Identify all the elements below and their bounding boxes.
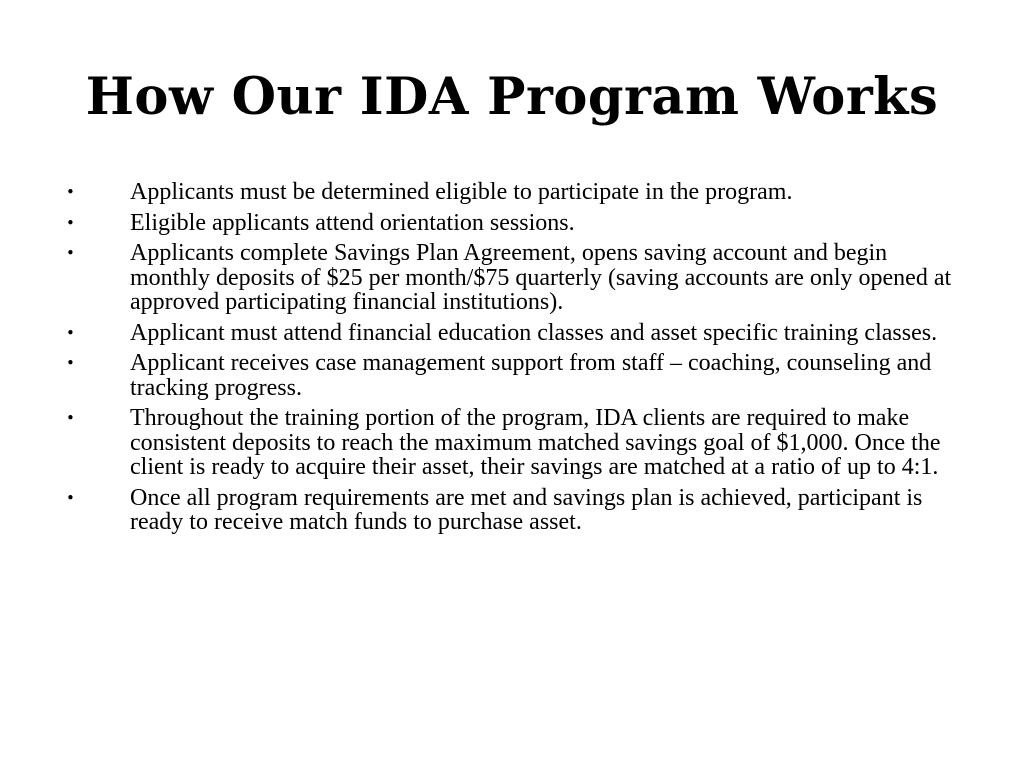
- bullet-text: Applicant receives case management support from staff – coaching, counseling and tracking progress.: [130, 350, 932, 401]
- bullet-text: Throughout the training portion of the program, IDA clients are required to make consistent deposits to reach the maximum matched savings goal of $1,000. Once the client is ready to acquire their asset, their savings are matched at a ratio of up to 4:1.: [130, 405, 941, 480]
- bullet-text: Applicants must be determined eligible to participate in the program.: [130, 179, 793, 205]
- slide-title: How Our IDA Program Works: [85, 67, 939, 127]
- bullet-icon: •: [66, 488, 75, 507]
- bullet-item: [66, 321, 966, 346]
- bullet-icon: •: [66, 213, 75, 232]
- bullet-list: [66, 180, 966, 541]
- bullet-icon: •: [66, 323, 75, 342]
- bullet-item: [66, 211, 966, 236]
- bullet-text: Applicant must attend financial education classes and asset specific training classes.: [130, 319, 938, 346]
- bullet-item: [66, 351, 966, 400]
- bullet-item: [66, 180, 966, 205]
- bullet-icon: •: [66, 354, 75, 372]
- bullet-text: Applicants complete Savings Plan Agreement, opens saving account and begin monthly deposits of $25 per month/$75 quarterly (saving accounts are only opened at approved participating financial institutions).: [130, 240, 952, 315]
- bullet-item: [66, 406, 966, 480]
- bullet-icon: •: [66, 409, 75, 427]
- bullet-text: Once all program requirements are met and savings plan is achieved, participant is ready to receive match funds to purchase asset.: [130, 484, 923, 535]
- bullet-item: [66, 486, 966, 535]
- bullet-icon: •: [66, 183, 75, 201]
- bullet-item: [66, 241, 966, 315]
- bullet-icon: •: [66, 244, 75, 262]
- bullet-text: Eligible applicants attend orientation sessions.: [130, 209, 575, 236]
